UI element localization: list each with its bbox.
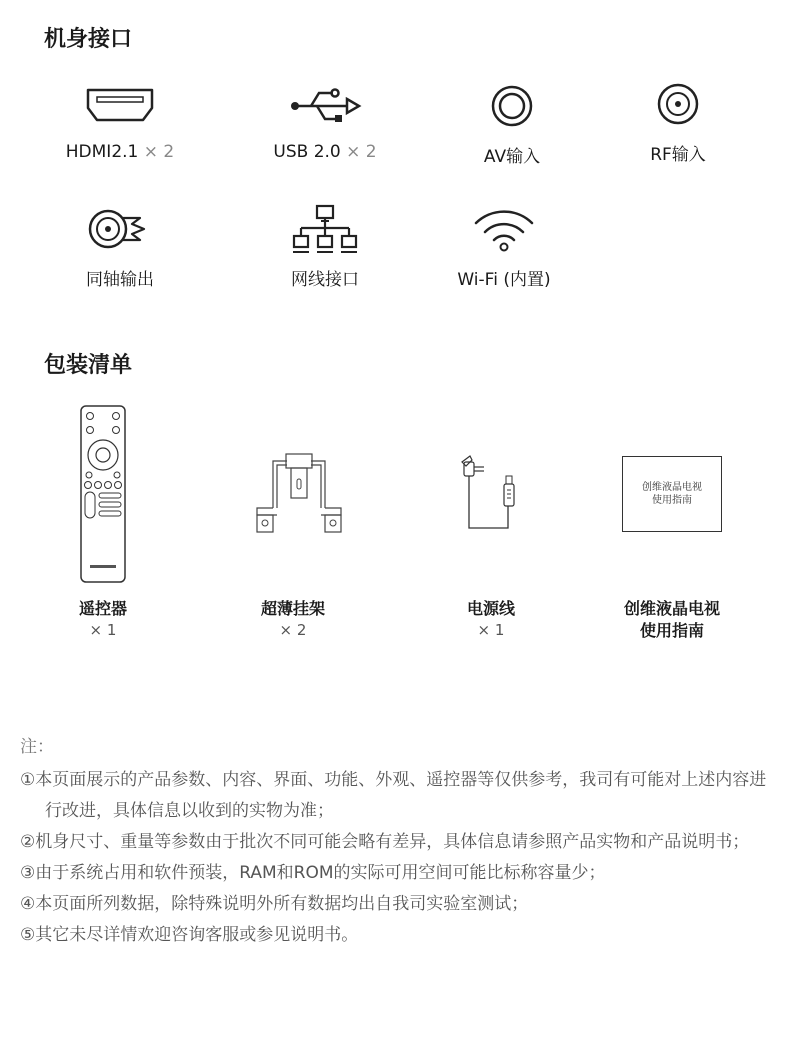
port-label: 同轴输出 bbox=[86, 270, 154, 290]
note-item: ④本页面所列数据，除特殊说明外所有数据均出自我司实验室测试； bbox=[20, 894, 529, 914]
package-item-power-cord bbox=[396, 404, 586, 640]
note-item: ②机身尺寸、重量等参数由于批次不同可能会略有差异，具体信息请参照产品实物和产品说明书； bbox=[20, 832, 750, 852]
package-item-qty: × 2 bbox=[279, 621, 307, 639]
manual-icon bbox=[577, 404, 767, 584]
usb-icon bbox=[230, 76, 420, 136]
notes-heading: 注： bbox=[20, 737, 54, 757]
port-av-input bbox=[417, 76, 607, 167]
port-rf-input bbox=[583, 74, 773, 165]
package-item-name: 超薄挂架 bbox=[260, 599, 325, 618]
package-item-name: 遥控器 bbox=[78, 599, 127, 618]
package-item-wall-mount bbox=[198, 404, 388, 640]
port-coaxial-output bbox=[25, 199, 215, 290]
manual-cover-text: 创维液晶电视 使用指南 bbox=[622, 456, 722, 532]
remote-control-icon bbox=[8, 404, 198, 584]
port-label: HDMI2.1 bbox=[65, 142, 139, 162]
wall-mount-icon bbox=[198, 404, 388, 584]
rf-input-icon bbox=[583, 74, 773, 134]
package-item-manual bbox=[577, 404, 767, 642]
interfaces-title: 机身接口 bbox=[44, 27, 133, 52]
package-item-name: 电源线 bbox=[466, 599, 515, 618]
package-item-qty: × 1 bbox=[477, 621, 505, 639]
note-item: ①本页面展示的产品参数、内容、界面、功能、外观、遥控器等仅供参考，我司有可能对上述内容进行改进，具体信息以收到的实物为准； bbox=[20, 770, 767, 821]
package-item-remote bbox=[8, 404, 198, 640]
ethernet-icon bbox=[230, 199, 420, 259]
package-item-qty: × 1 bbox=[89, 621, 117, 639]
wifi-icon bbox=[409, 199, 599, 259]
package-title: 包装清单 bbox=[44, 353, 133, 378]
port-label: Wi-Fi (内置) bbox=[457, 270, 551, 290]
note-item: ⑤其它未尽详情欢迎咨询客服或参见说明书。 bbox=[20, 925, 359, 945]
port-label: RF输入 bbox=[650, 145, 706, 165]
port-usb bbox=[230, 76, 420, 162]
port-hdmi bbox=[25, 76, 215, 162]
port-qty: × 2 bbox=[143, 142, 175, 162]
note-item: ③由于系统占用和软件预装，RAM和ROM的实际可用空间可能比标称容量少； bbox=[20, 863, 606, 883]
hdmi-icon bbox=[25, 76, 215, 136]
package-item-name: 创维液晶电视 使用指南 bbox=[623, 599, 720, 640]
notes bbox=[20, 732, 780, 951]
port-label: 网线接口 bbox=[291, 270, 359, 290]
port-label: AV输入 bbox=[483, 147, 541, 167]
port-label: USB 2.0 bbox=[273, 142, 341, 162]
coaxial-output-icon bbox=[25, 199, 215, 259]
port-ethernet bbox=[230, 199, 420, 290]
port-qty: × 2 bbox=[346, 142, 377, 162]
av-input-icon bbox=[417, 76, 607, 136]
power-cord-icon bbox=[396, 404, 586, 584]
port-wifi bbox=[409, 199, 599, 290]
